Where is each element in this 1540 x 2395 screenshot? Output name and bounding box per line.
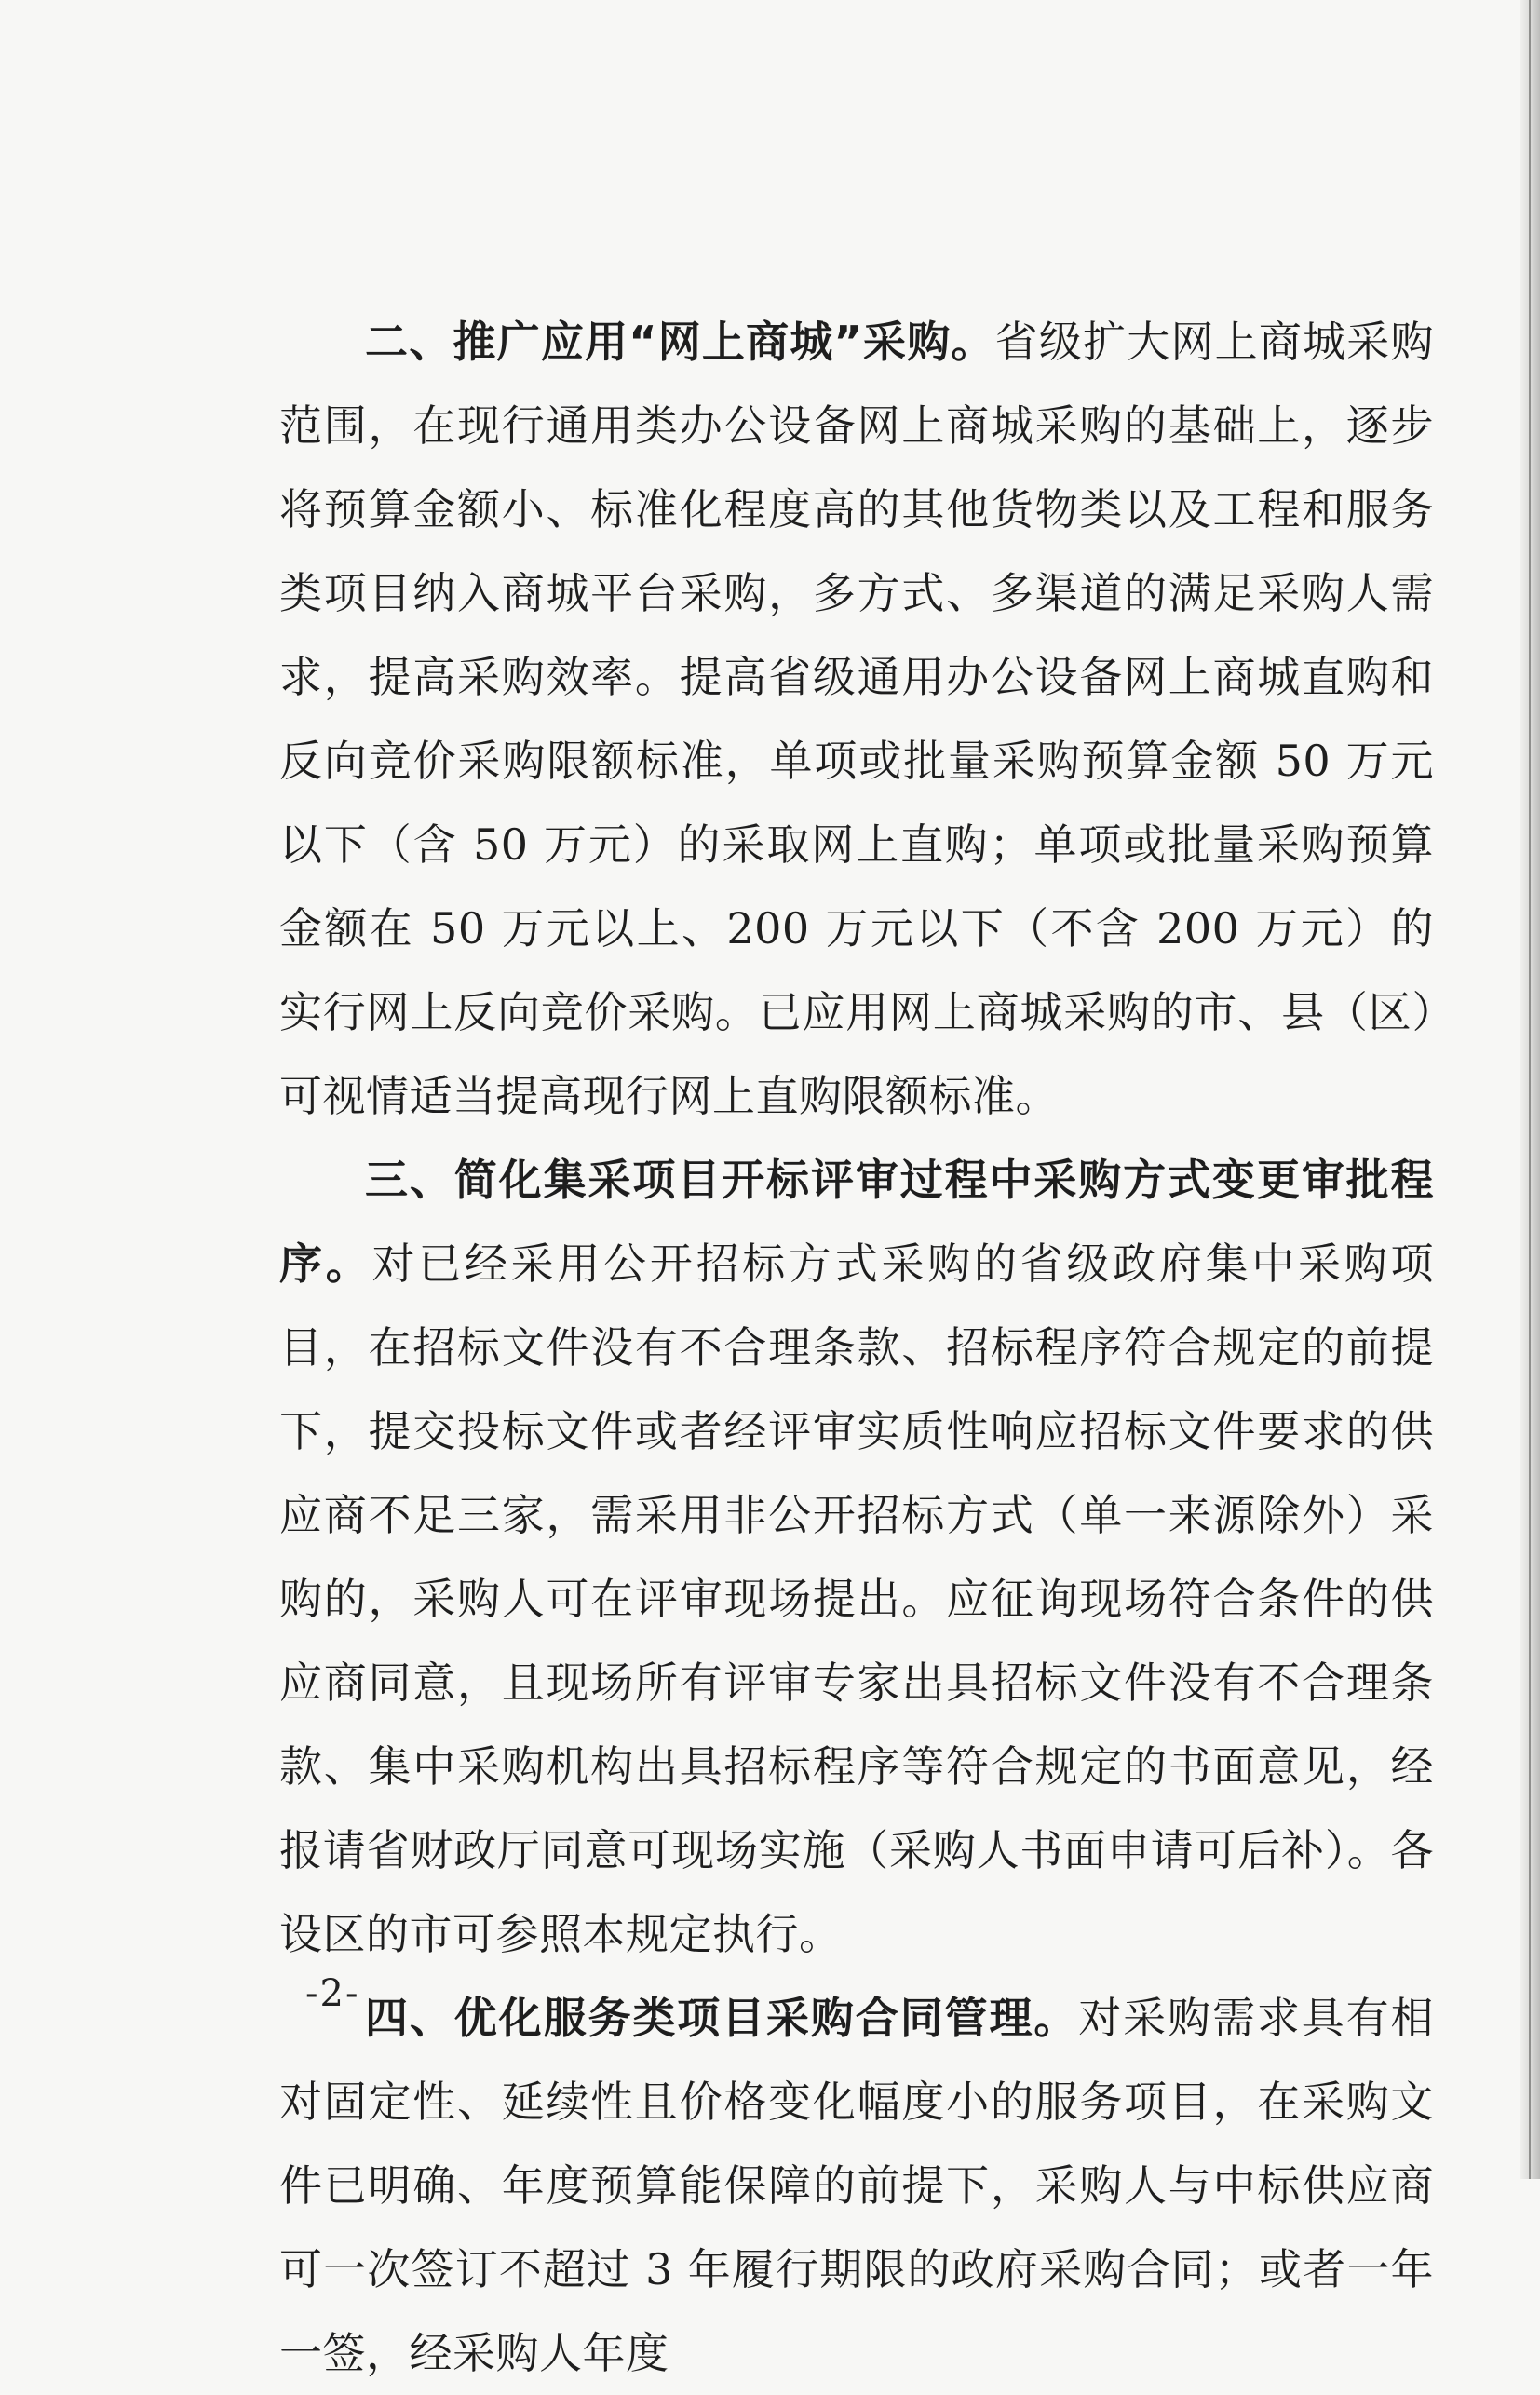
paragraph-text: 对采购需求具有相对固定性、延续性且价格变化幅度小的服务项目，在采购文件已明确、年度预算能保障的前提下，采购人与中标供应商可一次签订不超过 3 年履行期限的政府采购合同；或者一年一签，经采购人年度 <box>279 1993 1435 2378</box>
paragraph-procedure-simplification <box>279 1138 1434 1976</box>
paragraph-heading: 三、简化集采项目开标评审过程中采购方式变更审批程序。 <box>279 1155 1434 1289</box>
paragraph-heading: 二、推广应用“网上商城”采购。 <box>365 317 995 367</box>
paragraph-online-mall <box>279 300 1434 1138</box>
paragraph-text: 对已经采用公开招标方式采购的省级政府集中采购项目，在招标文件没有不合理条款、招标程序符合规定的前提下，提交投标文件或者经评审实质性响应招标文件要求的供应商不足三家，需采用非公开招标方式（单一来源除外）采购的，采购人可在评审现场提出。应征询现场符合条件的供应商同意，且现场所有评审专家出具招标文件没有不合理条款、集中采购机构出具招标程序等符合规定的书面意见，经报请省财政厅同意可现场实施（采购人书面申请可后补）。各设区的市可参照本规定执行。 <box>279 1238 1435 1959</box>
paragraph-contract-management <box>279 1976 1434 2395</box>
page-number: -2- <box>305 1972 360 2015</box>
page-edge-line <box>1529 0 1531 2179</box>
paragraph-text: 省级扩大网上商城采购范围，在现行通用类办公设备网上商城采购的基础上，逐步将预算金额小、标准化程度高的其他货物类以及工程和服务类项目纳入商城平台采购，多方式、多渠道的满足采购人需求，提高采购效率。提高省级通用办公设备网上商城直购和反向竞价采购限额标准，单项或批量采购预算金额 50 万元以下（含 50 万元）的采取网上直购；单项或批量采购预算金额在 50 万元以上、200 万元以下（不含 200 万元）的实行网上反向竞价采购。已应用网上商城采购的市、县（区）可视情适当提高现行网上直购限额标准。 <box>279 317 1434 1121</box>
paragraph-heading: 四、优化服务类项目采购合同管理。 <box>365 1993 1079 2043</box>
document-body <box>279 300 1434 2395</box>
